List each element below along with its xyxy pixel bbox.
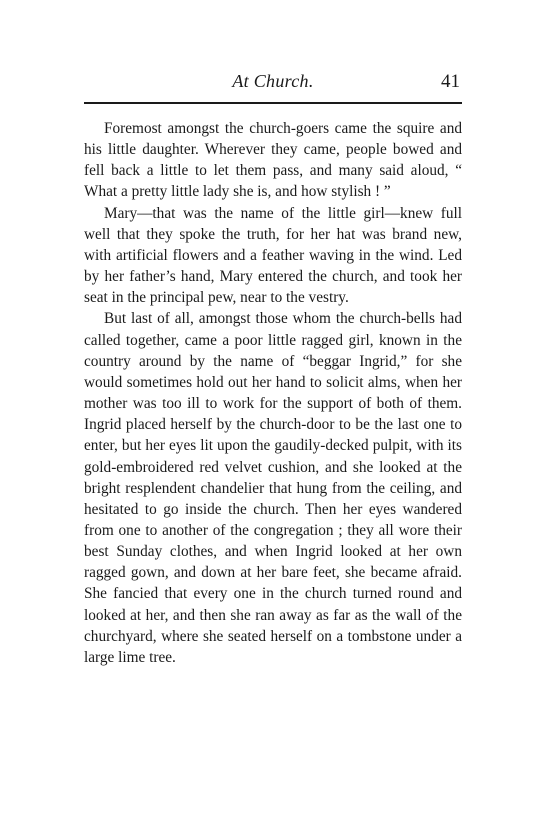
- paragraph-2: Mary—that was the name of the little girl—knew full well that they spoke the truth, for her hat was brand new, with artificial flowers and a feather waving in the wind. Led by her father’s hand, Mary entered the church, and took her seat in the principal pew, near to the vestry.: [84, 204, 462, 307]
- running-title: At Church.: [232, 71, 314, 91]
- paragraph-3: But last of all, amongst those whom the church-bells had called together, came a poor little ragged girl, known in the country around by the name of “beggar Ingrid,” for she would sometimes hold out her hand to solicit alms, when her mother was too ill to work for the support of both of them. Ingrid placed herself by the church-door to be the last one to enter, but her eyes lit upon the gaudily-decked pulpit, with its gold-embroidered red velvet cushion, and she looked at the bright resplendent chandelier that hung from the ceiling, and hesitated to go inside the church. Then her eyes wandered from one to another of the congregation ; they all wore their best Sunday clothes, and when Ingrid looked at her own ragged gown, and down at her bare feet, she became afraid. She fancied that every one in the church turned round and looked at her, and then she ran away as far as the wall of the churchyard, where she seated herself on a tombstone under a large lime tree.: [84, 310, 462, 666]
- page-number: 41: [441, 71, 460, 92]
- body-text: [84, 118, 462, 668]
- running-head: [86, 71, 460, 95]
- header-rule: [84, 102, 462, 104]
- paragraph-1: Foremost amongst the church-goers came the squire and his little daughter. Wherever they came, people bowed and fell back a little to let them pass, and many said aloud, “ What a pretty little lady she is, and how stylish ! ”: [84, 120, 462, 201]
